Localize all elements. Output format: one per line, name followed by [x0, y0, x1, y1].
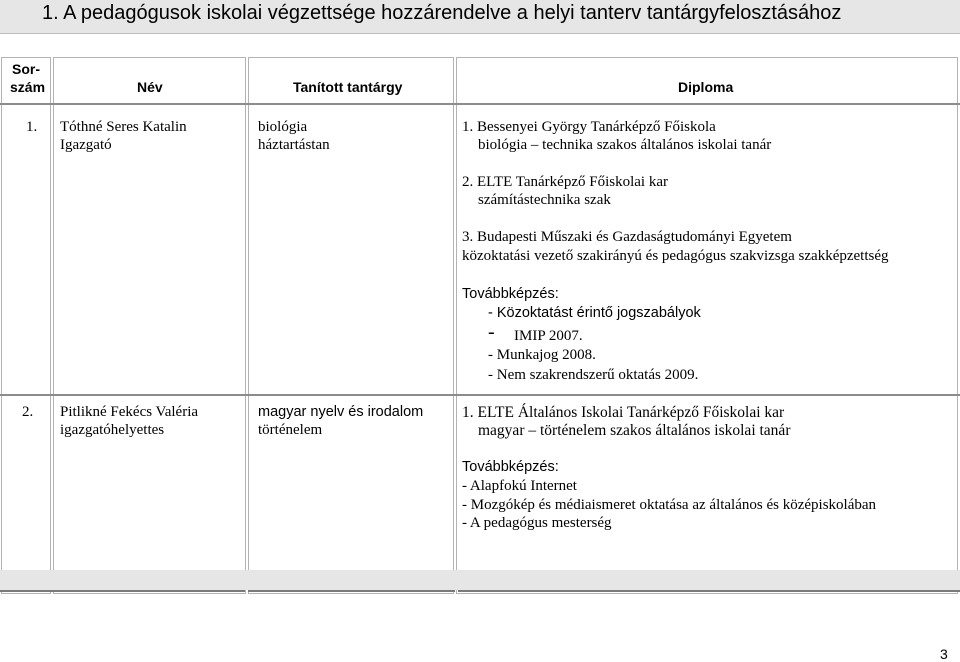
subject-item: biológia [258, 119, 308, 135]
diploma-line: közoktatási vezető szakirányú és pedagógus szakvizsga szakképzettség [462, 248, 889, 264]
teacher-role: igazgatóhelyettes [60, 422, 165, 438]
teacher-name: Tóthné Seres Katalin [60, 119, 187, 135]
row-divider [0, 394, 960, 396]
row-number: 2. [22, 404, 34, 420]
training-item: - Mozgókép és médiaismeret oktatása az általános és középiskolában [462, 497, 877, 513]
header-number-line1: Sor- [12, 61, 40, 77]
training-item: - Alapfokú Internet [462, 478, 577, 494]
training-item: - Munkajog 2008. [488, 347, 596, 363]
header-number-line2: szám [10, 79, 46, 95]
training-item: - Közoktatást érintő jogszabályok [488, 305, 701, 321]
page-number: 3 [940, 646, 948, 662]
diploma-line: 1. Bessenyei György Tanárképző Főiskola [462, 119, 716, 135]
training-item: - A pedagógus mesterség [462, 515, 612, 531]
empty-table-row [0, 570, 960, 590]
training-title: Továbbképzés: [462, 459, 559, 475]
diploma-line: biológia – technika szakos általános iskolai tanár [478, 137, 772, 153]
diploma-line: 3. Budapesti Műszaki és Gazdaságtudományi Egyetem [462, 229, 792, 245]
header-name: Név [137, 79, 163, 95]
teacher-role: Igazgató [60, 137, 112, 153]
col-frame-number [1, 57, 51, 594]
header-subject: Tanított tantárgy [293, 79, 403, 95]
teacher-name: Pitlikné Fekécs Valéria [60, 404, 199, 420]
table-bottom-line [248, 590, 455, 592]
training-item: IMIP 2007. [514, 328, 583, 344]
training-dash: - [488, 321, 495, 343]
row-number: 1. [26, 119, 38, 135]
subject-item: történelem [258, 422, 323, 438]
diploma-line: számítástechnika szak [478, 192, 611, 208]
diploma-line: 1. ELTE Általános Iskolai Tanárképző Főiskolai kar [462, 404, 785, 421]
diploma-line: magyar – történelem szakos általános iskolai tanár [478, 422, 791, 439]
header-diploma: Diploma [678, 79, 734, 95]
subject-item: magyar nyelv és irodalom [258, 404, 424, 420]
header-divider [0, 103, 960, 105]
training-title: Továbbképzés: [462, 286, 559, 302]
subject-item: háztartástan [258, 137, 330, 153]
table-bottom-line [458, 590, 960, 592]
training-item: - Nem szakrendszerű oktatás 2009. [488, 367, 699, 383]
diploma-line: 2. ELTE Tanárképző Főiskolai kar [462, 174, 668, 190]
page-title: 1. A pedagógusok iskolai végzettsége hozzárendelve a helyi tanterv tantárgyfelosztásához [42, 2, 842, 24]
table-bottom-line [0, 590, 245, 592]
